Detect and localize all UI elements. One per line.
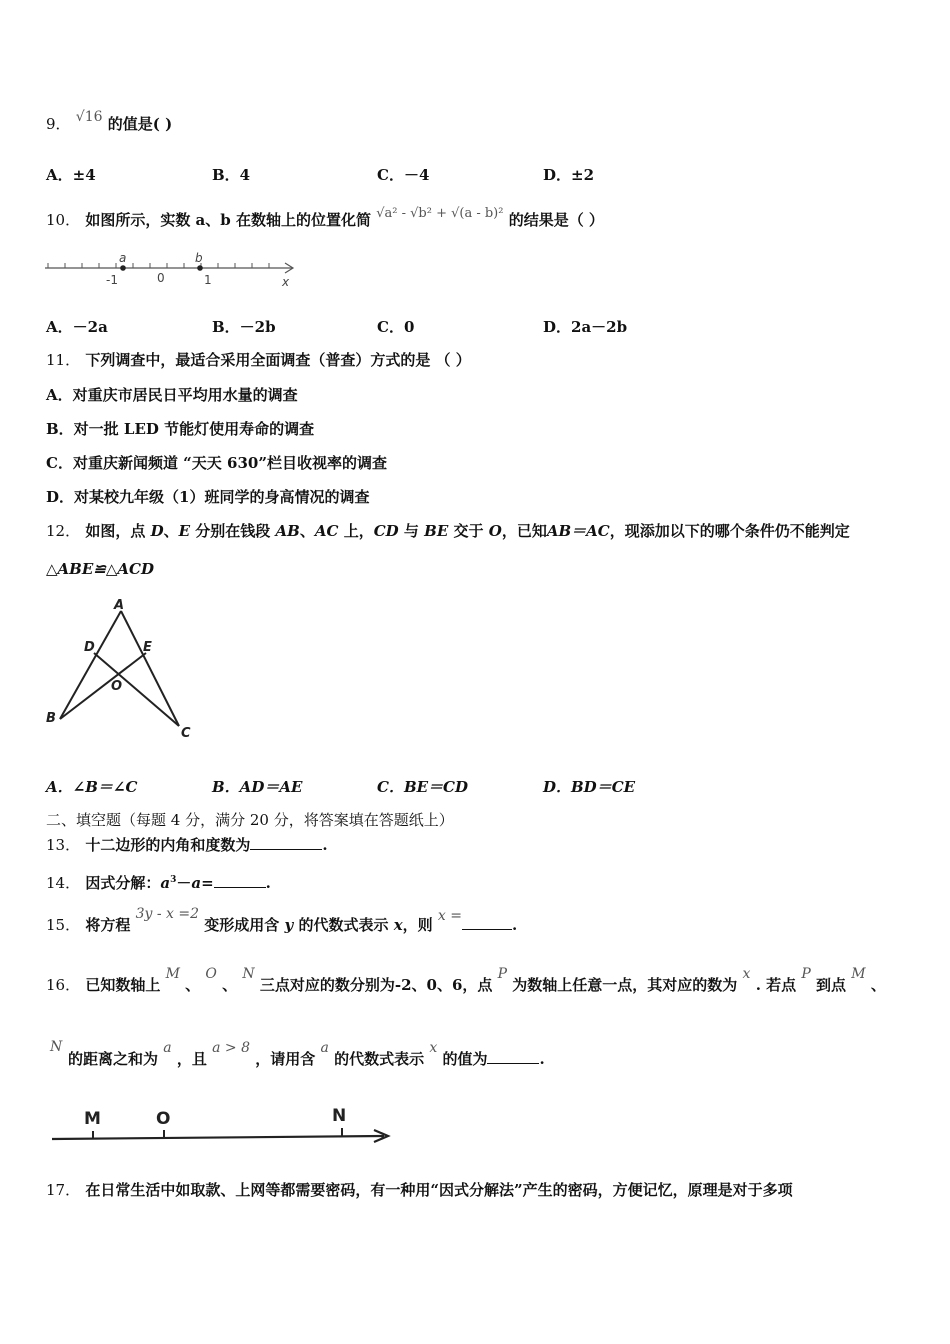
text: 的代数式表示 xyxy=(334,1050,425,1068)
text: 分别在钱段 xyxy=(195,522,271,540)
vertex-a: A xyxy=(114,598,125,613)
label-o: O xyxy=(156,1109,171,1129)
var-p: P xyxy=(497,966,508,982)
point-b xyxy=(197,265,203,271)
option-c: C．－4 xyxy=(377,166,430,184)
radical-expression: √a² - √b² + √(a - b)² xyxy=(376,206,504,221)
option-c: C．对重庆新闻频道 “天天 630”栏目收视率的调查 xyxy=(46,454,387,472)
question-16-line-2 xyxy=(46,1039,545,1070)
text: 与 xyxy=(403,522,419,540)
var-d: D xyxy=(150,522,164,540)
question-text: 已知数轴上 xyxy=(85,976,161,994)
var-a: a xyxy=(163,1040,172,1056)
option-c: C．0 xyxy=(377,318,415,336)
text: 、 xyxy=(870,976,886,994)
label-b: b xyxy=(195,251,203,265)
option-b: B．4 xyxy=(212,166,251,184)
answer-blank[interactable] xyxy=(462,915,512,930)
text: ，请用含 xyxy=(255,1050,316,1068)
question-number: 10． xyxy=(46,211,81,229)
var-be: BE xyxy=(424,522,449,540)
text: 变形成用含 xyxy=(204,916,280,934)
option-a: A．－2a xyxy=(46,318,108,336)
question-text: 的值是( ) xyxy=(107,115,173,133)
question-number: 17． xyxy=(46,1181,81,1199)
text: = xyxy=(201,874,214,892)
text: 的距离之和为 xyxy=(68,1050,159,1068)
label-m: M xyxy=(84,1109,101,1129)
question-12 xyxy=(46,521,850,541)
var-a: a xyxy=(191,874,202,892)
option-b: B．－2b xyxy=(212,318,276,336)
var-m: M xyxy=(851,966,866,982)
question-text: 下列调查中，最适合采用全面调查（普查）方式的是 （ ） xyxy=(85,351,471,369)
question-number: 11． xyxy=(46,351,81,369)
section-heading: 二、填空题（每题 4 分，满分 20 分，将答案填在答题纸上） xyxy=(46,811,454,829)
mon-number-line xyxy=(46,1100,396,1150)
answer-blank[interactable] xyxy=(250,835,322,850)
text: 、 xyxy=(299,522,315,540)
question-14 xyxy=(46,870,271,893)
congruence-statement: △ABE≌△ACD xyxy=(46,560,154,578)
axis-label-x: x xyxy=(282,275,290,289)
answer-blank[interactable] xyxy=(214,873,266,888)
var-ac: AC xyxy=(314,522,339,540)
text: ，且 xyxy=(176,1050,207,1068)
answer-blank[interactable] xyxy=(487,1049,539,1064)
vertex-c: C xyxy=(181,726,191,741)
var-n: N xyxy=(242,966,255,982)
point-a xyxy=(120,265,126,271)
option-d: D．±2 xyxy=(543,166,595,184)
text: . xyxy=(322,836,328,854)
question-text: 十二边形的内角和度数为 xyxy=(85,836,251,854)
question-12-options xyxy=(46,776,926,798)
var-n: N xyxy=(50,1039,63,1055)
var-a: a xyxy=(160,874,171,892)
vertex-b: B xyxy=(46,711,56,726)
option-b: B．对一批 LED 节能灯使用寿命的调查 xyxy=(46,420,315,438)
question-text-end: 的结果是（ ） xyxy=(508,211,604,229)
question-number: 14． xyxy=(46,874,81,892)
question-11 xyxy=(46,350,471,370)
option-d: D．BD＝CE xyxy=(543,778,636,796)
question-number: 9． xyxy=(46,115,71,133)
question-13 xyxy=(46,835,328,855)
exponent: 3 xyxy=(170,875,177,885)
option-a: A．对重庆市居民日平均用水量的调查 xyxy=(46,386,298,404)
question-9-options xyxy=(46,164,926,186)
var-a: a xyxy=(320,1040,329,1056)
question-15 xyxy=(46,906,518,936)
text: 的代数式表示 xyxy=(298,916,389,934)
option-d: D．2a－2b xyxy=(543,318,628,336)
text: 三点对应的数分别为-2、0、6，点 xyxy=(259,976,493,994)
option-d: D．对某校九年级（1）班同学的身高情况的调查 xyxy=(46,488,370,506)
question-number: 13． xyxy=(46,836,81,854)
text: . xyxy=(511,916,518,934)
question-9 xyxy=(46,109,173,135)
text: 、 xyxy=(185,976,201,994)
tick-label-minus-one: -1 xyxy=(106,273,118,287)
text: 如图，点 xyxy=(85,522,146,540)
text: ，已知 xyxy=(501,522,547,540)
var-ab-eq-ac: AB＝AC xyxy=(546,522,610,540)
var-p: P xyxy=(801,966,811,982)
option-c: C．BE＝CD xyxy=(377,778,468,796)
point-o: O xyxy=(111,679,123,694)
option-a: A．∠B＝∠C xyxy=(46,778,138,796)
text: 上， xyxy=(343,522,374,540)
var-x: x xyxy=(429,1040,438,1056)
number-line-figure xyxy=(40,250,302,290)
option-a: A．±4 xyxy=(46,166,96,184)
text: ，则 xyxy=(402,916,433,934)
question-text: 将方程 xyxy=(85,916,131,934)
var-o: O xyxy=(205,966,217,982)
tick-label-zero: 0 xyxy=(157,271,165,285)
point-d: D xyxy=(84,640,95,655)
text: . 若点 xyxy=(755,976,797,994)
x-equals: x = xyxy=(437,908,462,924)
question-text: 因式分解： xyxy=(85,874,161,892)
var-cd: CD xyxy=(373,522,399,540)
text: . xyxy=(265,874,271,892)
var-x: x xyxy=(742,966,751,982)
var-m: M xyxy=(165,966,180,982)
point-e: E xyxy=(143,640,152,655)
text: － xyxy=(176,874,192,892)
question-17 xyxy=(46,1180,793,1200)
text: ，现添加以下的哪个条件仍不能判定 xyxy=(609,522,850,540)
var-x: x xyxy=(393,916,403,934)
question-text: 如图所示，实数 a、b 在数轴上的位置化简 xyxy=(85,211,371,229)
question-16 xyxy=(46,966,886,996)
equation: 3y - x =2 xyxy=(135,906,200,922)
text: 、 xyxy=(163,522,179,540)
label-n: N xyxy=(332,1106,347,1126)
text: 、 xyxy=(222,976,238,994)
text: 为数轴上任意一点，其对应的数为 xyxy=(512,976,738,994)
label-a: a xyxy=(119,251,127,265)
option-b: B．AD＝AE xyxy=(212,778,303,796)
text: 到点 xyxy=(816,976,847,994)
sqrt-16-expression: √16 xyxy=(75,109,103,125)
var-ab: AB xyxy=(275,522,300,540)
question-text: 在日常生活中如取款、上网等都需要密码，有一种用“因式分解法”产生的密码，方便记忆，原理是对于多项 xyxy=(85,1181,793,1199)
text: 的值为 xyxy=(442,1050,488,1068)
question-number: 15． xyxy=(46,916,81,934)
question-number: 16． xyxy=(46,976,81,994)
question-10-options xyxy=(46,316,926,338)
var-o: O xyxy=(488,522,502,540)
text: 交于 xyxy=(453,522,484,540)
condition: a > 8 xyxy=(212,1040,250,1056)
triangle-figure xyxy=(40,595,210,745)
question-number: 12． xyxy=(46,522,81,540)
text: . xyxy=(539,1050,545,1068)
var-y: y xyxy=(284,916,294,934)
var-e: E xyxy=(178,522,191,540)
question-10 xyxy=(46,206,604,232)
tick-label-one: 1 xyxy=(204,273,212,287)
